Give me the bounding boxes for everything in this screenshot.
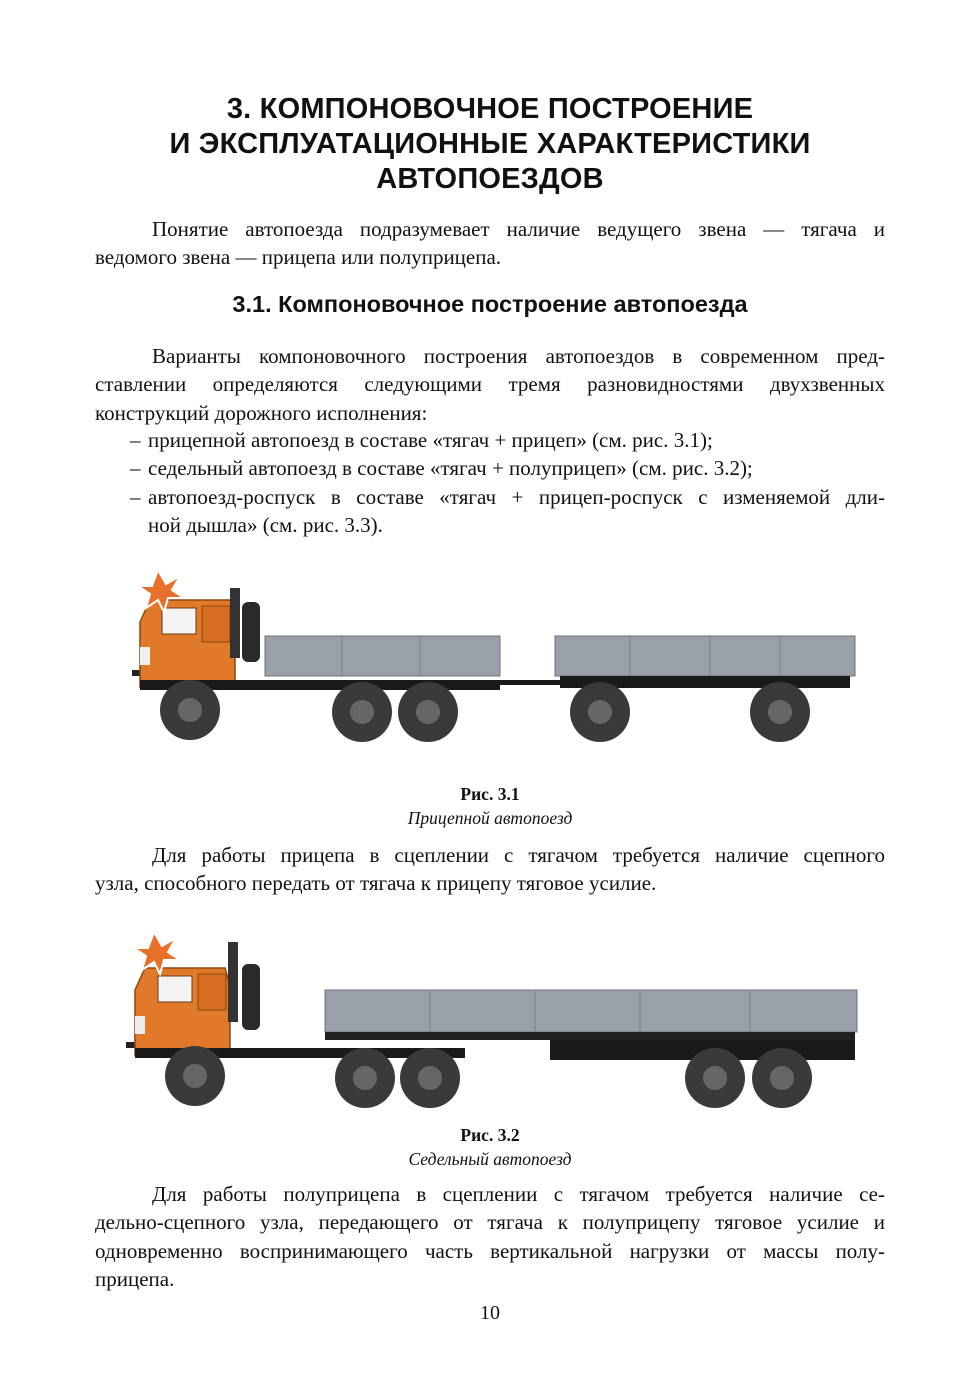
text-line: дельно-сцепного узла, передающего от тягача к полуприцепу тяговое усилие и <box>95 1210 885 1235</box>
chapter-title-line: И ЭКСПЛУАТАЦИОННЫЕ ХАРАКТЕРИСТИКИ <box>169 128 811 160</box>
figure-number: Рис. 3.1 <box>460 784 520 804</box>
hitch-paragraph <box>95 841 885 898</box>
intro-paragraph <box>95 215 885 272</box>
trailer-body <box>555 636 855 688</box>
list-item <box>130 483 885 540</box>
text-line: одновременно воспринимающего часть вертикальной нагрузки от массы полу- <box>95 1238 885 1263</box>
drawbar <box>500 680 565 685</box>
text-line: Для работы прицепа в сцеплении с тягачом требуется наличие сцепного <box>152 843 885 867</box>
chapter-title-line: АВТОПОЕЗДОВ <box>376 163 604 195</box>
page-number: 10 <box>480 1302 500 1324</box>
text-line: Понятие автопоезда подразумевает наличие ведущего звена — тягача и <box>152 217 885 241</box>
section-heading: 3.1. Компоновочное построение автопоезда <box>232 291 748 317</box>
text-line: конструкций дорожного исполнения: <box>95 400 428 425</box>
figure-caption <box>95 782 885 830</box>
list-dash: – <box>130 428 141 452</box>
text-line: ставлении определяются следующими тремя разновидностями двухзвенных <box>95 372 885 397</box>
figure-title: Прицепной автопоезд <box>407 808 573 828</box>
trailer-train-illustration <box>110 562 870 752</box>
text-line: Варианты компоновочного построения автопоездов в современном пред- <box>152 344 885 368</box>
chapter-title-line: 3. КОМПОНОВОЧНОЕ ПОСТРОЕНИЕ <box>226 93 754 125</box>
text-line: узла, способного передать от тягача к прицепу тяговое усилие. <box>95 871 657 896</box>
text-line: Для работы полуприцепа в сцеплении с тягачом требуется наличие се- <box>152 1182 885 1206</box>
variant-list <box>130 426 885 539</box>
list-item <box>130 426 885 454</box>
text-line: прицепа. <box>95 1266 175 1291</box>
truck-cargo-body <box>265 636 500 676</box>
fifth-wheel-paragraph <box>95 1180 885 1293</box>
semitrailer-train-illustration <box>110 920 870 1115</box>
list-item-text: ной дышла» (см. рис. 3.3). <box>148 512 383 537</box>
figure-title: Седельный автопоезд <box>408 1149 572 1169</box>
list-dash: – <box>130 456 141 481</box>
section-paragraph <box>95 342 885 427</box>
list-item <box>130 454 885 482</box>
text-line: ведомого звена — прицепа или полуприцепа. <box>95 245 502 270</box>
list-dash: – <box>130 484 141 509</box>
figure-number: Рис. 3.2 <box>460 1125 520 1145</box>
figure-caption <box>95 1123 885 1171</box>
chapter-title <box>95 92 885 197</box>
list-item-text: автопоезд-роспуск в составе «тягач + прицеп-роспуск с изменяемой дли- <box>148 484 885 509</box>
list-item-text: прицепной автопоезд в составе «тягач + прицеп» (см. рис. 3.1); <box>148 428 713 452</box>
list-item-text: седельный автопоезд в составе «тягач + полуприцеп» (см. рис. 3.2); <box>148 456 753 481</box>
